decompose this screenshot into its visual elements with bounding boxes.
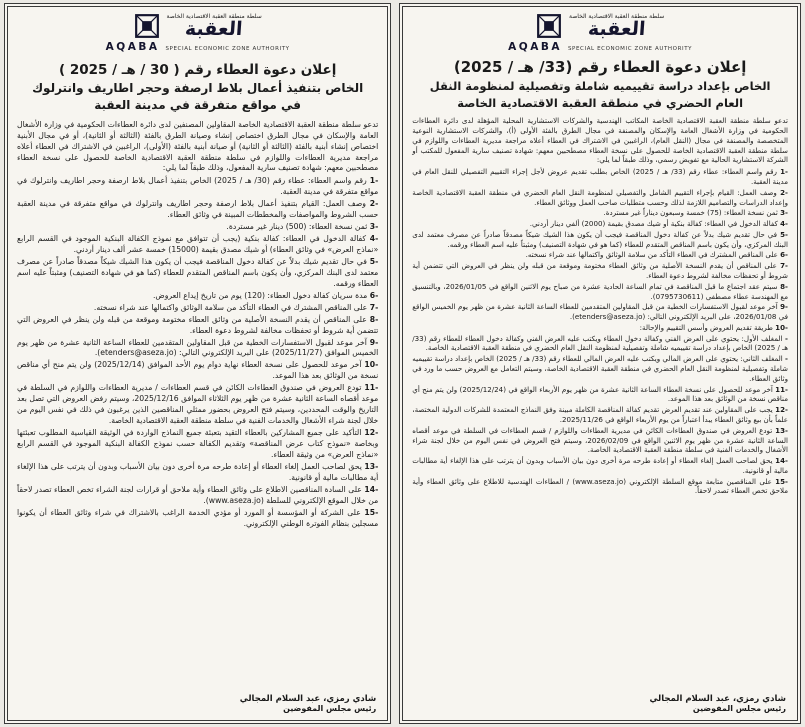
item-text: رقم واسم العطاء: عطاء رقم (30/ هـ / 2025) الخاص بتنفيذ أعمال بلاط ارصفة وحجر اطاريف وانترلوك في مواقع متفرقة في مدينة العقبة. bbox=[17, 176, 379, 197]
tender-30-title: إعلان دعوة العطاء رقم ( 30 / هـ / 2025 ) bbox=[58, 61, 337, 78]
tender-item bbox=[412, 250, 788, 260]
tender-item bbox=[17, 199, 378, 221]
aseza-logo-mark-icon bbox=[536, 13, 562, 39]
tender-30-items bbox=[17, 176, 378, 529]
item-text: آخر موعد للحصول على نسخة العطاء الساعة الثانية عشرة من ظهر يوم الأربعاء الواقع في (2025/12/24) ولن يتم منح أي مناقص نسخة من الوثائق بعد هذا الموعد. bbox=[412, 384, 788, 404]
authority-name-arabic: سلطة منطقة العقبة الاقتصادية الخاصة bbox=[569, 13, 665, 20]
tender-item bbox=[412, 208, 788, 218]
item-number: 13- bbox=[364, 461, 379, 471]
tender-30-intro-paragraph: تدعو سلطة منطقة العقبة الاقتصادية الخاصة المقاولين المصنفين لدى دائرة العطاءات الحكومية في وزارة الأشغال العامة والإسكان في مجال الطرق اختصاص إنشاء وصيانة الطرق بالفئة (الثالثة أو الثانية)، أو في مجال الأبنية اختصاص إنشاء أبنية بالفئة (الثالثة أو الثانية) أو صيانة أبنية بالفئة (الأولى)، الراغبين في الاشتراك في العطاء أعلاه مراجعة مديرية العطاءات واللوازم في سلطة منطقة العقبة الاقتصادية الخاصة للحصول على نسخة العطاء مصطحبين معهم: شهادة تصنيف سارية المفعول، وذلك طبقاً لما يلي: bbox=[17, 119, 379, 173]
tender-item bbox=[17, 234, 378, 256]
aseza-logo bbox=[17, 13, 378, 53]
item-number: 15- bbox=[775, 476, 788, 486]
item-number: 6- bbox=[369, 290, 379, 300]
item-number: 9- bbox=[369, 337, 379, 347]
tender-item bbox=[17, 485, 378, 507]
tender-item bbox=[412, 354, 788, 383]
aseza-logo bbox=[412, 13, 788, 53]
tender-item bbox=[412, 426, 788, 455]
item-text: ثمن نسخة العطاء: (75) خمسة وسبعون ديناراً غير مستردة. bbox=[603, 208, 778, 218]
item-text: على السادة المناقصين الاطلاع على وثائق العطاء وأية ملاحق أو قرارات لجنة الشراء تخص العطاء تصدر لاحقاً من خلال الموقع الإلكتروني للسلطة (www.aseza.jo). bbox=[17, 484, 379, 505]
tender-item bbox=[17, 360, 378, 382]
item-text: في حال تقديم شيك بدلاً عن كفالة دخول المناقصة فيجب أن يكون هذا الشيك شيكاً مصدقاً صادراً عن مصرف معتمد لدى البنك المركزي، وأن يكون باسم المناقص المتقدم للعطاء (كما هو في شهادة التصنيف) ومثبتاً عليه اسم العطاء ورقمه. bbox=[412, 229, 788, 249]
tender-item bbox=[412, 167, 788, 187]
tender-item bbox=[412, 261, 788, 281]
signature-block bbox=[17, 690, 378, 714]
item-number: 1- bbox=[369, 176, 379, 186]
item-text: في حال تقديم شيك بدلاً عن كفالة دخول المناقصة فيجب أن يكون هذا الشيك شيكاً مصدقاً صادراً عن مصرف معتمد لدى البنك المركزي، وأن يكون باسم المناقص المتقدم للعطاء (كما هو في شهادة التصنيف) ومثبتاً عليه اسم العطاء ورقمه. bbox=[17, 256, 379, 288]
tender-item bbox=[17, 222, 378, 233]
item-text: على المناقص المشترك في العطاء التأكد من سلامة الوثائق واكتمالها عند شراء نسخته. bbox=[93, 302, 368, 312]
item-number: 7- bbox=[780, 261, 788, 271]
item-number: 1- bbox=[780, 167, 788, 177]
item-text: على المناقصين متابعة موقع السلطة الإلكتروني (www.aseza.jo) / العطاءات الهندسية للاطلاع على وثائق العطاء وأية ملاحق تخص العطاء تصدر لاحقاً. bbox=[412, 476, 788, 496]
signature-name: شادي رمزي، عبد السلام المجالي bbox=[239, 694, 377, 704]
tender-33-title: إعلان دعوة العطاء رقم (33/ هـ / 2025) bbox=[453, 57, 747, 76]
item-number: 12- bbox=[775, 405, 788, 415]
authority-name-arabic: سلطة منطقة العقبة الاقتصادية الخاصة bbox=[166, 13, 262, 20]
tender-item bbox=[17, 428, 378, 461]
item-text: كفالة الدخول في العطاء: كفالة بنكية أو شيك مصدق بقيمة (2000) ألفي دينار أردني. bbox=[529, 219, 778, 229]
tender-item bbox=[17, 303, 378, 314]
tender-item bbox=[17, 383, 378, 427]
aqaba-wordmark-arabic: العقبة bbox=[587, 18, 647, 40]
item-number: 11- bbox=[364, 383, 379, 393]
item-number: 10- bbox=[775, 322, 788, 332]
tender-item bbox=[17, 176, 378, 198]
tender-item bbox=[412, 477, 788, 497]
tender-item bbox=[412, 230, 788, 250]
item-number: 7- bbox=[369, 302, 379, 312]
tender-item bbox=[412, 334, 788, 354]
tender-33-subtitle: الخاص بإعداد دراسة تقييميه شاملة وتفصيلية لمنظومة النقل العام الحضري في منطقة العقبة الاقتصادية الخاصة bbox=[429, 78, 771, 110]
signature-title: رئيس مجلس المفوضين bbox=[283, 704, 377, 713]
tender-30-subtitle: الخاص بتنفيذ أعمال بلاط ارصفة وحجر اطاريف وانترلوك في مواقع متفرقة في مدينة العقبة bbox=[32, 80, 364, 113]
item-text: يجب على المقاولين عند تقديم العرض تقديم كفالة المناقصة الكاملة مبينة وفق النماذج المعتمدة للشركات الدولية المختصة، علماً بأن بيع وثائق العطاء يبدأ اعتباراً من يوم الأربعاء الواقع في 2025/11/26. bbox=[412, 405, 788, 424]
item-text: مدة سريان كفالة دخول العطاء: (120) يوم من تاريخ إيداع العروض. bbox=[152, 290, 368, 300]
item-number: 11- bbox=[775, 384, 788, 394]
item-text: طريقة تقديم العروض وأسس التقييم والإحالة: bbox=[639, 322, 773, 332]
item-number: 14- bbox=[364, 484, 379, 494]
tender-item bbox=[412, 219, 788, 229]
authority-name-english: SPECIAL ECONOMIC ZONE AUTHORITY bbox=[567, 45, 693, 52]
item-number: 13- bbox=[775, 425, 788, 435]
aqaba-wordmark-english: AQABA bbox=[105, 40, 160, 53]
aseza-logo-mark-icon bbox=[134, 13, 160, 39]
tender-item bbox=[412, 188, 788, 208]
item-text: وصف العمل: القيام بإجراء التقييم الشامل والتفصيلي لمنظومة النقل العام الحضري في منطقة العقبة الاقتصادية الخاصة وإعداد الدراسات والتصاميم اللازمة لذلك وحسب متطلبات صاحب العمل ووثائق العطاء. bbox=[412, 187, 788, 207]
tender-30-announcement bbox=[4, 3, 391, 724]
item-text: تودع العروض في صندوق العطاءات الكائن في قسم العطاءات / مديرية العطاءات واللوازم في السلطة في موعد أقصاه الساعة الثانية عشرة من ظهر يوم الثلاثاء الموافق 2025/12/16، وسيتم رفض العروض التي تصل بعد التاريخ والوقت المحددين، وسيتم فتح العروض بحضور ممثلي المناقصين الذين يرغبون في ذلك في نفس اليوم من خلال لجنة شراء الأشغال والخدمات الفنية في سلطة منطقة العقبة الاقتصادية الخاصة. bbox=[17, 383, 379, 426]
signature-name: شادي رمزي، عبد السلام المجالي bbox=[649, 694, 786, 704]
aqaba-wordmark-english: AQABA bbox=[508, 40, 562, 53]
item-text: المغلف الأول: يحتوي على العرض الفني وكفالة دخول العطاء ويكتب عليه العرض الفني وكفالة دخول العطاء للعطاء رقم (33/ هـ / 2025) الخاص بإعداد دراسة تقييميه شاملة وتفصيلية لمنظومة النقل العام الحضري في منطقة العقبة الاقتصادية الخاصة. bbox=[412, 333, 788, 353]
tender-item bbox=[412, 282, 788, 302]
item-text: التأكيد على جميع المشاركين بالعطاء التقيد بتعبئة جميع النماذج الواردة في الوثيقة القياسية المطلوب تعبئتها وبخاصة «نموذج كتاب عرض المناقصة» وتقديم الكفالة حسب نموذج الكفالة البنكية الموجود في القسم الرابع «نماذج العرض» من وثيقة العطاء. bbox=[17, 428, 379, 459]
item-number: 9- bbox=[780, 302, 788, 312]
item-text: آخر موعد لقبول الاستفسارات الخطية من قبل المقاولين المتقدمين للعطاء الساعة الثانية عشرة من ظهر يوم الخميس الواقع في 2026/01/08، على البريد الإلكتروني التالي: (etenders@aseza.jo). bbox=[412, 302, 788, 322]
item-text: سيتم عقد اجتماع ما قبل المناقصة في تمام الساعة الحادية عشرة من صباح يوم الاثنين الواقع في 2026/01/05، وبالتنسيق مع المهندسة عطاء مصطفى (0795730611). bbox=[412, 281, 788, 301]
item-text: المغلف الثاني: يحتوي على العرض المالي ويكتب عليه العرض المالي للعطاء رقم (33/ هـ / 2025) الخاص بإعداد دراسة تقييميه شاملة وتفصيلية لمنظومة النقل العام الحضري في منطقة العقبة الاقتصادية الخاصة، وسيتم التعامل مع العروض حسب ما ورد في وثائق العطاء. bbox=[412, 354, 788, 383]
tender-item bbox=[412, 323, 788, 333]
tender-33-intro-paragraph: تدعو سلطة منطقة العقبة الاقتصادية الخاصة المكاتب الهندسية والشركات الاستشارية المحلية المؤهلة لدى دائرة العطاءات الحكومية في وزارة الأشغال العامة والإسكان والمصنفة في مجال الطرق بالفئة الأولى (أ)، والشركات الاستشارية النوعية المتخصصة والمصنفة في مجال (النقل العام)، الراغبين في الاشتراك في العطاء أعلاه مراجعة مديرية العطاءات واللوازم في سلطة منطقة العقبة الاقتصادية الخاصة للحصول على نسخة العطاء مصطحبين معهم: شهادة تصنيف سارية المفعول للمكتب أو الشركة الاستشارية الحالية مع تفويض رسمي، وذلك طبقاً لما يلي: bbox=[412, 116, 788, 165]
item-text: على المناقص أن يقدم النسخة الأصلية من وثائق العطاء مختومة وموقعة من قبله ولن ينظر في العروض التي تتضمن أية شروط أو تحفظات مخالفة لشروط دعوة العطاء. bbox=[17, 314, 379, 335]
tender-item bbox=[412, 405, 788, 425]
item-number: 4- bbox=[369, 234, 379, 244]
tender-item bbox=[17, 257, 378, 290]
tender-33-items bbox=[412, 167, 788, 496]
item-text: ثمن نسخة العطاء: (500) دينار غير مستردة. bbox=[226, 222, 368, 232]
tender-33-announcement bbox=[399, 3, 801, 724]
item-number: 3- bbox=[780, 208, 788, 218]
item-text: يحق لصاحب العمل إلغاء العطاء أو إعادة طرحه مرة أخرى دون بيان الأسباب وبدون أن يترتب على هذا الإلغاء أية مطالبات مالية أو قانونية. bbox=[412, 456, 788, 475]
item-number: 15- bbox=[364, 507, 379, 517]
item-number: 3- bbox=[369, 222, 379, 232]
tender-item bbox=[17, 315, 378, 337]
item-text: آخر موعد لقبول الاستفسارات الخطية من قبل المقاولين المتقدمين للعطاء الساعة الثانية عشرة من ظهر يوم الخميس الموافق (2025/11/27) على البريد الإلكتروني التالي: (etenders@aseza.jo). bbox=[17, 337, 379, 358]
item-text: على المناقص المشترك في العطاء التأكد من سلامة الوثائق واكتمالها عند شراء نسخته. bbox=[525, 250, 778, 260]
tender-item bbox=[412, 456, 788, 476]
item-number: 10- bbox=[364, 360, 379, 370]
item-text: آخر موعد للحصول على نسخة العطاء نهاية دوام يوم الأحد الموافق (2025/12/14) ولن يتم منح أي مناقص نسخة من الوثائق بعد هذا الموعد. bbox=[17, 360, 379, 381]
tender-item bbox=[17, 462, 378, 484]
item-text: على الشركة أو المؤسسة أو المورد أو مؤدي الخدمة الراغب بالاشتراك في شراء وثائق العطاء أن يكونوا مسجلين بنظام الفوترة الوطني الإلكتروني. bbox=[17, 507, 379, 528]
item-number: 12- bbox=[364, 428, 379, 438]
item-number: 4- bbox=[780, 219, 788, 229]
item-text: وصف العمل: القيام بتنفيذ أعمال بلاط ارصفة وحجر اطاريف وانترلوك في مواقع متفرقة في مدينة العقبة حسب الشروط والمواصفات والمخططات المبينة في وثائق العطاء. bbox=[17, 199, 379, 220]
item-text: تودع العروض في صندوق العطاءات الكائن في مديرية العطاءات واللوازم / قسم العطاءات في السلطة في موعد أقصاه الساعة الثانية عشرة من ظهر يوم الاثنين الواقع في 2026/02/09، وسيتم فتح العروض في نفس اليوم من خلال لجنة شراء الأشغال والخدمات الفنية في سلطة منطقة العقبة الاقتصادية الخاصة. bbox=[412, 425, 788, 455]
item-number: 8- bbox=[780, 281, 788, 291]
signature-block bbox=[412, 690, 788, 714]
item-number: - bbox=[785, 354, 788, 364]
tender-item bbox=[17, 291, 378, 302]
tender-item bbox=[17, 508, 378, 530]
item-text: كفالة الدخول في العطاء: كفالة بنكية (يجب أن تتوافق مع نموذج الكفالة البنكية الموجود في القسم الرابع «نماذج العرض» في وثائق العطاء) أو شيك مصدق بقيمة (15000) خمسة عشر ألف دينار أردني. bbox=[17, 234, 379, 255]
item-text: على المناقص أن يقدم النسخة الأصلية من وثائق العطاء مختومة وموقعة من قبله ولن ينظر في العروض التي تتضمن أية شروط أو تحفظات مخالفة لشروط دعوة العطاء. bbox=[412, 261, 788, 280]
tender-item bbox=[17, 338, 378, 360]
authority-name-english: SPECIAL ECONOMIC ZONE AUTHORITY bbox=[165, 45, 290, 52]
item-number: 2- bbox=[369, 199, 379, 209]
item-number: 6- bbox=[780, 250, 788, 260]
item-number: 14- bbox=[775, 456, 788, 466]
aqaba-wordmark-arabic: العقبة bbox=[184, 18, 244, 40]
tender-item bbox=[412, 385, 788, 405]
item-number: 5- bbox=[780, 229, 788, 239]
item-text: يحق لصاحب العمل إلغاء العطاء أو إعادة طرحه مرة أخرى دون بيان الأسباب وبدون أن يترتب على هذا الإلغاء أية مطالبات مالية أو قانونية. bbox=[17, 461, 379, 482]
signature-title: رئيس مجلس المفوضين bbox=[692, 704, 786, 713]
item-number: 5- bbox=[369, 256, 379, 266]
item-text: رقم واسم العطاء: عطاء رقم (33/ هـ / 2025) الخاص بطلب تقديم عروض لأجل إجراء التقييم التفصيلي للنقل العام في مدينة العقبة. bbox=[412, 167, 788, 186]
tender-item bbox=[412, 302, 788, 322]
item-number: - bbox=[785, 333, 788, 343]
item-number: 8- bbox=[369, 314, 379, 324]
item-number: 2- bbox=[780, 187, 788, 197]
